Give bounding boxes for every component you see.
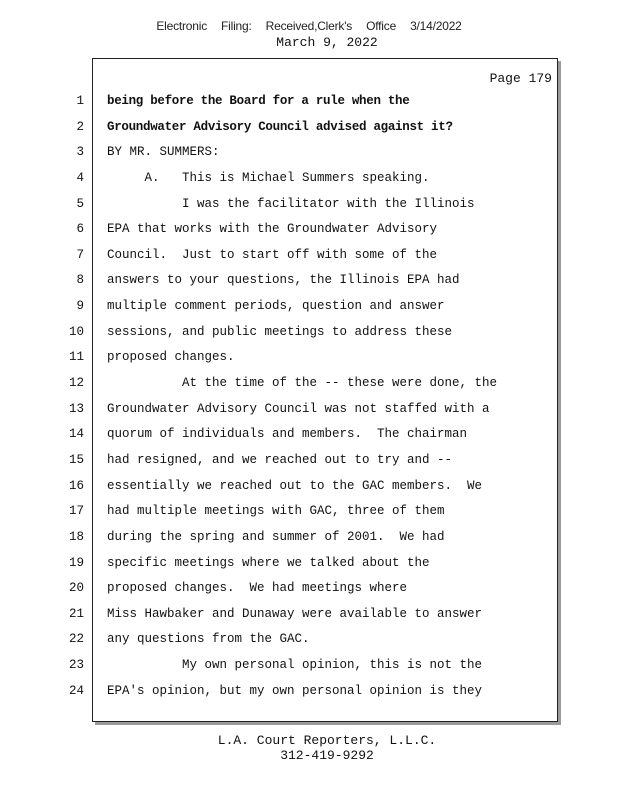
- line-number: 14: [68, 427, 84, 442]
- line-number: 11: [68, 350, 84, 365]
- transcript-line: essentially we reached out to the GAC members. We: [107, 478, 483, 493]
- line-number: 15: [68, 452, 84, 467]
- transcript-line: Groundwater Advisory Council was not staffed with a: [107, 401, 490, 416]
- transcript-line: during the spring and summer of 2001. We had: [107, 529, 445, 544]
- transcript-line: Council. Just to start off with some of the: [107, 247, 438, 262]
- line-number: 4: [76, 170, 84, 185]
- line-number: 12: [68, 376, 84, 391]
- line-number: 8: [76, 273, 84, 288]
- transcript-line: had resigned, and we reached out to try and --: [107, 452, 453, 467]
- transcript-line: At the time of the -- these were done, the: [107, 376, 498, 391]
- line-number: 18: [68, 529, 84, 544]
- line-number: 5: [76, 196, 84, 211]
- line-number: 20: [68, 581, 84, 596]
- transcript-line: had multiple meetings with GAC, three of them: [107, 504, 445, 519]
- filing-word-2: Filing:: [221, 19, 252, 33]
- line-number: 23: [68, 658, 84, 673]
- line-number: 19: [68, 555, 84, 570]
- transcript-line: specific meetings where we talked about the: [107, 555, 430, 570]
- line-number: 10: [68, 324, 84, 339]
- footer: [0, 733, 618, 763]
- reporter-company: L.A. Court Reporters, L.L.C.: [217, 733, 437, 748]
- transcript-line: being before the Board for a rule when the: [107, 94, 410, 108]
- transcript-line: EPA's opinion, but my own personal opinion is they: [107, 683, 483, 698]
- line-number: 7: [76, 247, 84, 262]
- transcript-line: A. This is Michael Summers speaking.: [107, 170, 430, 185]
- line-number: 3: [76, 145, 84, 160]
- line-number: 16: [68, 478, 84, 493]
- filing-word-3: Received,Clerk's: [265, 19, 353, 33]
- reporter-phone: 312-419-9292: [280, 748, 374, 763]
- line-number: 2: [76, 119, 84, 134]
- line-number: 21: [68, 606, 84, 621]
- line-number: 17: [68, 504, 84, 519]
- filing-word-1: Electronic: [156, 19, 208, 33]
- line-number-column: [60, 89, 84, 704]
- line-number: 1: [76, 94, 84, 108]
- line-number: 24: [68, 683, 84, 698]
- transcript-text: [107, 89, 553, 704]
- line-number: 6: [76, 222, 84, 237]
- transcript-line: answers to your questions, the Illinois EPA had: [107, 273, 460, 288]
- transcript-line: I was the facilitator with the Illinois: [107, 196, 475, 211]
- transcript-line: BY MR. SUMMERS:: [107, 145, 220, 160]
- transcript-line: sessions, and public meetings to address these: [107, 324, 453, 339]
- transcript-line: proposed changes. We had meetings where: [107, 581, 408, 596]
- line-number: 9: [76, 299, 84, 314]
- line-number: 22: [68, 632, 84, 647]
- filing-word-4: Office: [366, 19, 397, 33]
- transcript-line: EPA that works with the Groundwater Advisory: [107, 222, 438, 237]
- transcript-line: Miss Hawbaker and Dunaway were available to answer: [107, 606, 483, 621]
- transcript-line: any questions from the GAC.: [107, 632, 310, 647]
- page-number: Page 179: [489, 71, 552, 86]
- transcript-line: Groundwater Advisory Council advised against it?: [107, 119, 453, 134]
- transcript-line: proposed changes.: [107, 350, 235, 365]
- transcript-date: March 9, 2022: [276, 35, 378, 50]
- line-number: 13: [68, 401, 84, 416]
- filing-word-5: 3/14/2022: [410, 19, 462, 33]
- filing-stamp: [0, 19, 618, 33]
- transcript-line: My own personal opinion, this is not the: [107, 658, 483, 673]
- transcript-line: multiple comment periods, question and answer: [107, 299, 445, 314]
- transcript-line: quorum of individuals and members. The chairman: [107, 427, 468, 442]
